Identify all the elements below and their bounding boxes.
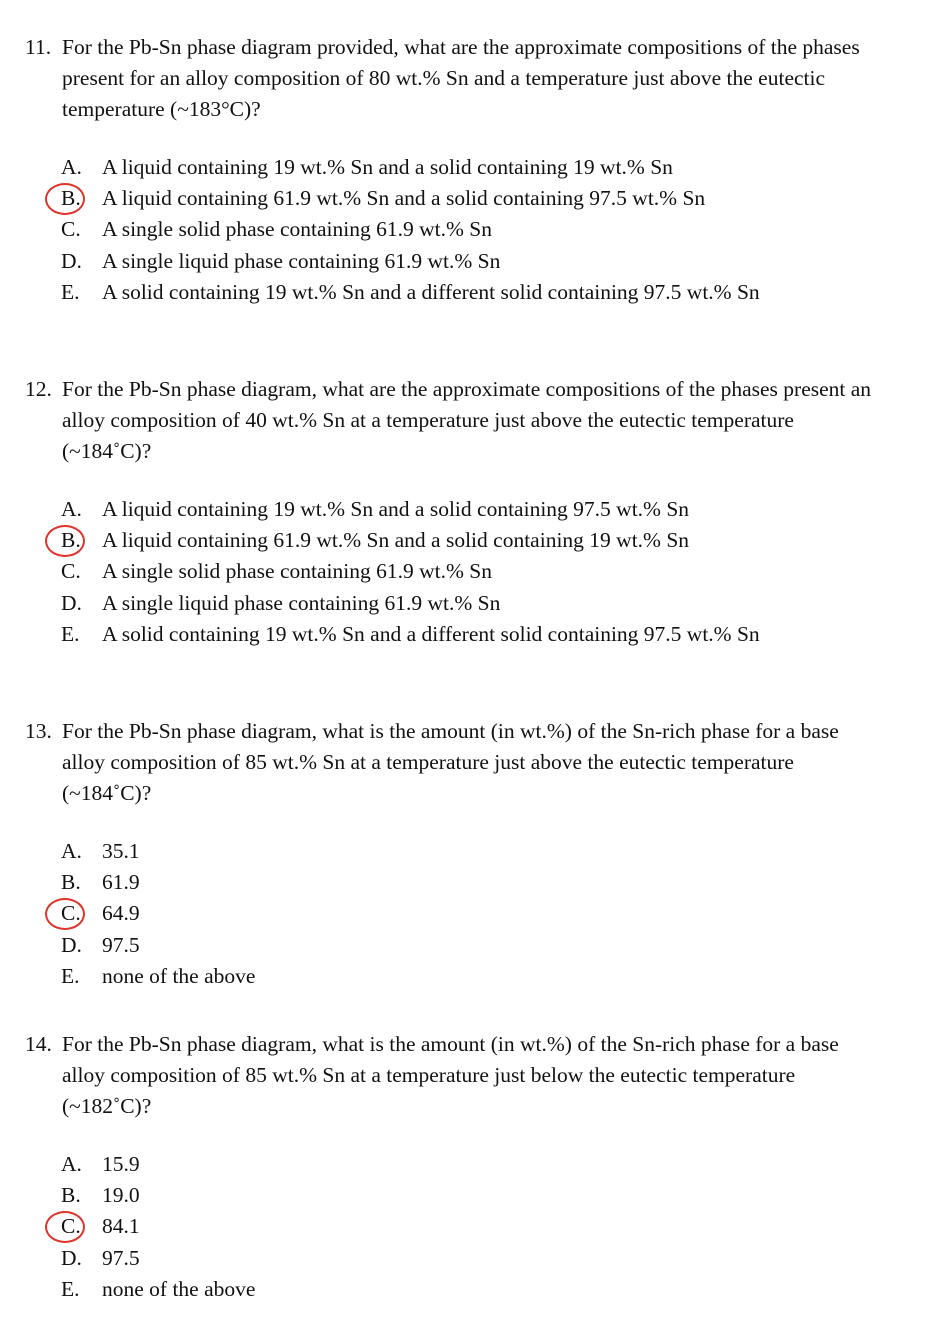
stem-line: (~184˚C)? — [62, 781, 152, 805]
option-text: A liquid containing 61.9 wt.% Sn and a solid containing 19 wt.% Sn — [102, 528, 690, 553]
stem-line: (~184˚C)? — [62, 439, 152, 463]
option-text: 64.9 — [102, 901, 140, 926]
option-letter: E. — [61, 279, 80, 304]
option-text: A single liquid phase containing 61.9 wt.% Sn — [102, 248, 501, 273]
option-letter: A. — [61, 1152, 82, 1176]
stem-line: temperature (~183°C)? — [62, 97, 261, 121]
option-text: A single solid phase containing 61.9 wt.% Sn — [102, 559, 492, 584]
option-text: 19.0 — [102, 1183, 140, 1208]
stem-line: present for an alloy composition of 80 wt.% Sn and a temperature just above the eutectic — [62, 66, 826, 90]
option-letter: B. — [61, 870, 81, 895]
question-13 — [0, 716, 944, 988]
stem-line: For the Pb-Sn phase diagram, what are the approximate compositions of the phases present an — [62, 377, 872, 401]
question-stem — [0, 32, 944, 125]
option-text: A liquid containing 19 wt.% Sn and a solid containing 19 wt.% Sn — [102, 155, 673, 179]
option-text: A liquid containing 61.9 wt.% Sn and a solid containing 97.5 wt.% Sn — [102, 186, 706, 211]
stem-line: For the Pb-Sn phase diagram, what is the amount (in wt.%) of the Sn-rich phase for a base — [62, 1032, 839, 1056]
option-letter: A. — [61, 155, 82, 179]
option-letter: C. — [61, 559, 81, 584]
option-letter: D. — [61, 248, 82, 273]
question-number: 14. — [25, 1032, 52, 1056]
option-letter: A. — [61, 839, 82, 863]
option-letter: A. — [61, 497, 82, 521]
option-text: 97.5 — [102, 932, 140, 957]
option-text: 84.1 — [102, 1214, 140, 1239]
option-letter: D. — [61, 590, 82, 615]
option-letter: C. — [61, 1214, 81, 1239]
option-text: A single liquid phase containing 61.9 wt.% Sn — [102, 590, 501, 615]
question-stem — [0, 374, 944, 467]
option-text: A liquid containing 19 wt.% Sn and a solid containing 97.5 wt.% Sn — [102, 497, 690, 521]
stem-line: alloy composition of 85 wt.% Sn at a temperature just above the eutectic temperature — [62, 750, 794, 774]
option-letter: C. — [61, 901, 81, 926]
option-letter: E. — [61, 1276, 80, 1301]
option-letter: E. — [61, 963, 80, 988]
stem-line: (~182˚C)? — [62, 1094, 152, 1118]
question-number: 12. — [25, 377, 52, 401]
stem-line: alloy composition of 40 wt.% Sn at a temperature just above the eutectic temperature — [62, 408, 794, 432]
question-number: 13. — [25, 719, 52, 743]
option-text: 15.9 — [102, 1152, 140, 1176]
option-letter: B. — [61, 186, 81, 211]
option-letter: D. — [61, 932, 82, 957]
question-number: 11. — [25, 35, 52, 59]
stem-line: For the Pb-Sn phase diagram provided, what are the approximate compositions of the phases — [62, 35, 860, 59]
option-text: A solid containing 19 wt.% Sn and a different solid containing 97.5 wt.% Sn — [102, 279, 760, 304]
option-letter: E. — [61, 621, 80, 646]
option-letter: D. — [61, 1245, 82, 1270]
question-11 — [0, 32, 944, 304]
option-text: none of the above — [102, 963, 256, 988]
option-text: none of the above — [102, 1276, 256, 1301]
stem-line: alloy composition of 85 wt.% Sn at a temperature just below the eutectic temperature — [62, 1063, 796, 1087]
stem-line: For the Pb-Sn phase diagram, what is the amount (in wt.%) of the Sn-rich phase for a base — [62, 719, 839, 743]
option-letter: B. — [61, 528, 81, 553]
option-letter: C. — [61, 217, 81, 242]
option-text: 97.5 — [102, 1245, 140, 1270]
question-12 — [0, 374, 944, 646]
question-14 — [0, 1029, 944, 1301]
option-letter: B. — [61, 1183, 81, 1208]
option-text: A solid containing 19 wt.% Sn and a different solid containing 97.5 wt.% Sn — [102, 621, 760, 646]
option-text: 61.9 — [102, 870, 140, 895]
option-text: A single solid phase containing 61.9 wt.% Sn — [102, 217, 492, 242]
question-stem — [0, 1029, 944, 1122]
option-text: 35.1 — [102, 839, 140, 863]
question-stem — [0, 716, 944, 809]
